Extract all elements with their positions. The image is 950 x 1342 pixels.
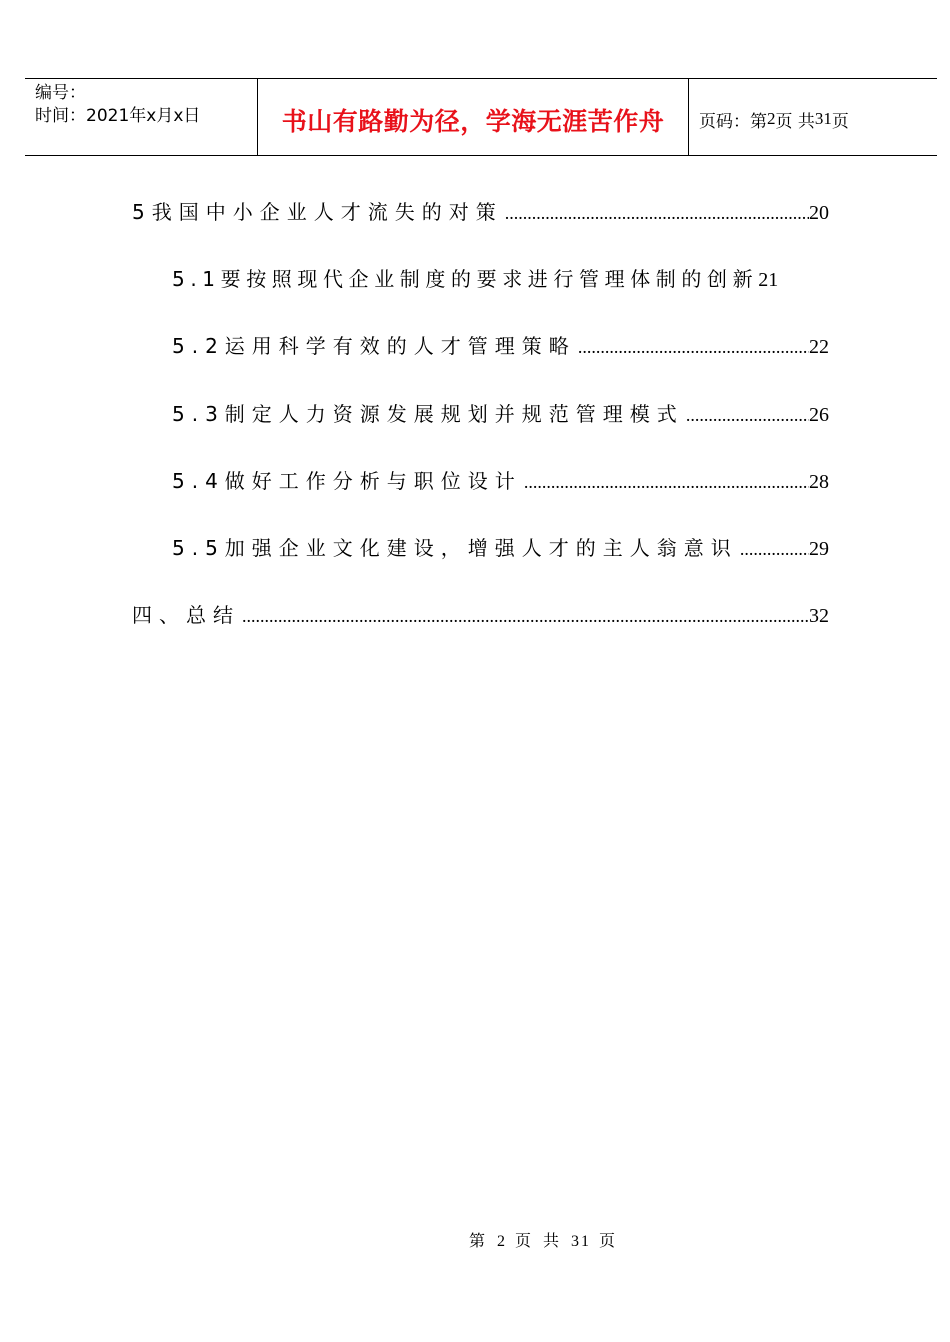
toc-entry-page: 20 [809,202,829,224]
toc-entry-title: 5.5加强企业文化建设，增强人才的主人翁意识 [172,536,738,560]
page-mid: 页 共 [775,111,815,132]
toc-leader-dots [686,405,809,426]
toc-entry-title: 5.1要按照现代企业制度的要求进行管理体制的创新 [172,267,759,291]
page-footer [0,1228,950,1251]
toc-entry-title: 5.4做好工作分析与职位设计 [172,469,522,493]
toc-entry-page: 29 [809,538,829,560]
toc-entry[interactable] [172,532,829,566]
toc-entry[interactable] [172,263,829,297]
toc-leader-dots [578,337,809,358]
toc-entry-page: 32 [809,605,829,627]
serial-number-label: 编号： [35,83,86,103]
footer-prefix: 第 [468,1233,489,1250]
toc-entry[interactable] [172,398,829,432]
toc-entry-page: 21 [758,269,779,291]
footer-suffix: 页 [599,1233,620,1250]
motto-text: 书山有路勤为径，学海无涯苦作舟 [281,107,665,136]
page-end: 页 [831,111,849,132]
toc-entry[interactable] [132,599,829,633]
toc-entry[interactable] [172,330,829,364]
toc-leader-dots [505,203,809,224]
footer-total-pages: 31 [571,1233,591,1250]
footer-middle: 页 共 [514,1233,563,1250]
toc-entry-title: 5我国中小企业人才流失的对策 [132,200,503,224]
page-current: 2 [767,109,776,128]
page-header [25,78,937,156]
header-motto-cell [257,79,689,155]
toc-entry-page: 26 [809,404,829,426]
toc-leader-dots [242,606,809,627]
time-label: 时间：2021年x月x日 [35,106,201,126]
toc-entry-title: 四、总结 [132,603,240,627]
page-label: 页码：第 [699,111,767,132]
header-page-info [689,79,937,155]
header-meta [25,79,257,155]
toc-entry-page: 22 [809,336,829,358]
toc-entry[interactable] [172,465,829,499]
toc-entry-title: 5.3制定人力资源发展规划并规范管理模式 [172,402,684,426]
footer-current-page: 2 [496,1233,507,1250]
page-total: 31 [814,109,832,128]
toc-leader-dots [524,472,809,493]
toc-entry-title: 5.2运用科学有效的人才管理策略 [172,334,576,358]
toc-entry[interactable] [132,196,829,230]
toc-leader-dots [740,539,809,560]
toc-entry-page: 28 [809,471,829,493]
